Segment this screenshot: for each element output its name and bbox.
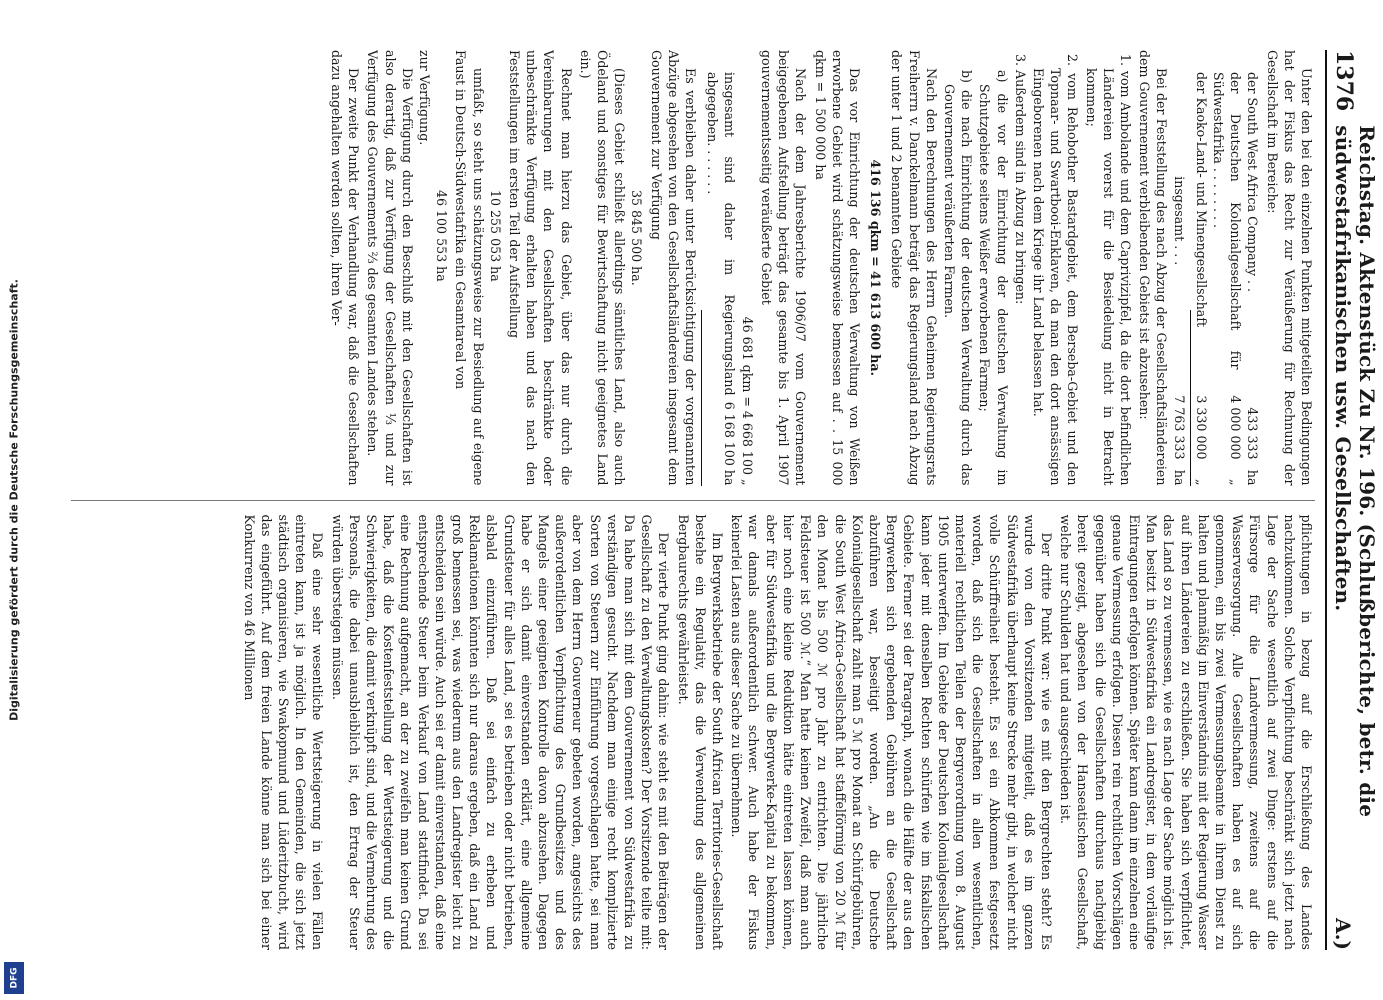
sum-rule xyxy=(701,310,702,486)
paragraph: Das vor Einrichtung der deutschen Verwaltung von Weißen erworbene Gebiet wird schätzungsweise bemessen auf . . 15 000 qkm = 1 500 000 ha xyxy=(812,50,862,486)
page-title-suffix: A.) xyxy=(1331,918,1355,950)
area-row: insgesamt sind daher im Regierungsland abgegeben. . . . . . . 6 168 100 ha xyxy=(705,72,738,486)
area-total-row: insgesamt . . . 7 763 333 ha xyxy=(1171,176,1187,486)
paragraph: pflichtungen in bezug auf die Erschließung des Landes nachzukommen. Solche Verpflichtung beschränkt sich jetzt nach Lage der Sache wesentlich auf zwei Dinge: erstens auf die Fürsorge für die Landvermessung, zweitens auf die Wasserversorgung. Alle Gesellschaften haben es auf sich genommen, ein bis zwei Vermessungsbeamte in ihrem Dienst zu halten und planmäßig im Einverständnis mit der Regierung Wasser auf ihren Ländereien zu erschließen. Sie haben sich verpflichtet, das Land so zu vermessen, wie es nach Lage der Sache möglich ist. Man besitzt in Südwestafrika ein Landregister, in dem vorläufige Eintragungen erfolgen können. Später kann dann im einzelnen eine genaue Vermessung erfolgen. Diesen rein rechtlichen Vorschlägen gegenüber haben sich die Gesellschaften durchaus nachgiebig bereit gezeigt, abgesehen von der Hanseatischen Gesellschaft, welche nur Schulden hat und ausgeschieden ist. xyxy=(1058,514,1314,950)
left-column xyxy=(71,50,1315,500)
sub-list-item: b) die nach Einrichtung der deutschen Verwaltung durch das Gouvernement veräußerten Farmen. xyxy=(941,70,975,486)
page-header xyxy=(1325,50,1379,950)
paragraph: (Dieses Gebiet schließt allerdings sämtliches Land, also auch Ödeland und sonstiges für Bewirtschaftung nicht geeignetes Land ein.) xyxy=(577,50,628,486)
paragraph: Der vierte Punkt ging dahin: wie steht es mit den Beiträgen der Gesellschaft zu den Verwaltungskosten? Der Vorsitzende teilte mit: Da habe man sich mit dem Gouvernement von Südwestafrika zu verständigen gesucht. Nachdem man einige recht komplizierte Sorten von Steuern zur Einführung vorgeschlagen hatte, sei man aber von dem Herrn Gouverneur gebeten worden, angesichts des außerordentlichen Verpflichtung des Grundbesitzes und des Mangels einer geeigneten Kontrolle davon abzusehen. Dagegen habe er sich damit einverstanden erklärt, eine allgemeine Grundsteuer für alles Land, sei es betrieben oder nicht betrieben, alsbald einzuführen. Daß sei einfach zu erheben und Reklamationen könnten sich nur daraus ergeben, daß ein Land zu groß bemessen sei, was wiederum aus den Landregister leicht zu entscheiden sein würde. Auch sei er damit einverstanden, daß eine entsprechende Steuer beim Verkauf von Land stattfindet. Da sei eine Rechnung aufgemacht, an der zu zweifeln man keinen Grund habe, daß die Kostenfeststellung der Wertsteigerung und die Schwierigkeiten, die damit verknüpft sind, und die Vermehrung des Personals, die dabei unausbleiblich ist, den Ertrag der Steuer würden übersteigen müssen. xyxy=(329,514,672,950)
right-column xyxy=(71,500,1315,950)
dfg-logo: DFG xyxy=(4,962,24,994)
paragraph: Nach den Berechnungen des Herrn Geheimen Regierungsrats Freiherrn v. Danckelmann beträgt das Regierungsland nach Abzug der unter 1 und 2 benannten Gebiete xyxy=(889,50,939,486)
list-item: 2. vom Rehobother Bastardgebiet, dem Berseba-Gebiet und den Topnaar- und Swartbooi-Enklaven, da man den dort ansässigen Eingeborenen nach dem Kriege ihr Land belassen hat. xyxy=(1030,54,1081,486)
digitization-credit: Digitalisierung gefördert durch die Deutsche Forschungsgemeinschaft. xyxy=(7,279,21,721)
page-number: 1376 xyxy=(1331,50,1357,112)
paragraph: zur Verfügung. xyxy=(417,50,433,146)
paragraph: Es verbleiben daher unter Berücksichtigung der vorgenannten Abzüge abgesehen von den Gesellschaftsländereien insgesamt dem Gouvernement zur Verfügung xyxy=(648,50,699,486)
sum-rule xyxy=(1190,310,1191,486)
area-value: 10 255 053 ha xyxy=(487,190,503,282)
list-item: 1. vom Ambolande und dem Caprivizipfel, da die dort befindlichen Ländereien vorerst für die Besiedelung nicht in Betracht kommen; xyxy=(1083,54,1133,486)
page-title: Reichstag. Aktenstück Zu Nr. 196. (Schlußberichte, betr. die südwestafrikanischen usw. Gesellschaften. xyxy=(1331,125,1379,818)
paragraph: Die Verfügung durch den Beschluß mit den Gesellschaften ist also derartig, daß zur Verfügung der Gesellschaften ⅓ und zur Verfügung des Gouvernements ⅔ des gesamten Landes stehen. xyxy=(365,50,415,486)
text-columns xyxy=(71,50,1315,950)
area-row: der Deutschen Kolonialgesellschaft für Südwestafrika . . . . . . . . 4 000 000 „ xyxy=(1210,72,1244,486)
paragraph: Im Bergwerksbetriebe der South African Territories-Gesellschaft bestehe ein Regulativ, das die Verwendung des allgemeinen Bergbaurechts gewährleistet. xyxy=(675,514,726,950)
paragraph: Der dritte Punkt war: wie es mit den Bergrechten steht? Es wurde von den Vorsitzenden mitgeteilt, daß es im ganzen Südwestafrika überhaupt keine Strecke mehr gibt, in welcher nicht volle Schürffreiheit besteht. Es sei ein Abkommen festgesetzt worden, daß sich die Gesellschaften in allen wesentlichen, materiell rechtlichen Teilen der Bergverordnung vom 8. August 1905 unterwerfen. Im Gebiete der Deutschen Kolonialgesellschaft kann jeder mit denselben Rechten schürfen wie im fiskalischen Gebiete. Ferner sei der Paragraph, wonach die Hälfte der aus den Bergwerken sich ergebenden Gebühren an die Gesellschaft abzuführen war, beseitigt worden. „An die Deutsche Kolonialgesellschaft zahlt man 5 ℳ pro Monat an Schürfgebühren, die South West Africa-Gesellschaft hat staffelförmig von 20 ℳ für den Monat bis 500 ℳ pro Jahr zu entrichten. Die jährliche Feldsteuer ist 500 ℳ.“ Man hatte keinen Zweifel, daß man auch hier noch eine kleine Reduktion hätte eintreten lassen können, aber für Südwestafrika und die Bergwerke-Kapital zu bekommen, war damals außerordentlich schwer. Auch habe der Fiskus keinerlei Lasten aus dieser Sache zu übernehmen. xyxy=(729,514,1054,950)
area-value: 1 500 000 ha xyxy=(812,96,828,180)
footer-strip xyxy=(0,0,28,1000)
list-item: 3. Außerdem sind in Abzug zu bringen: xyxy=(1012,54,1028,305)
paragraph: Unter den bei den einzelnen Punkten mitgeteilten Bedingungen hat der Fiskus das Recht zur Veräußerung für Rechnung der Gesellschaft im Bereiche: xyxy=(1264,50,1314,486)
area-row: 46 681 qkm = 4 668 100 „ xyxy=(739,316,755,486)
area-row: der South West Africa Company . . 433 333 ha xyxy=(1245,72,1261,486)
area-value: 35 845 500 ha. xyxy=(629,190,645,286)
paragraph: Der zweite Punkt der Verhandlung war, daß die Gesellschaften dazu angehalten werden sollten, ihren Ver- xyxy=(329,50,362,486)
paragraph: umfaßt, so steht uns schätzungsweise zur Besiedlung auf eigene Faust in Deutsch-Südwestafrika ein Gesamtareal von xyxy=(453,50,486,486)
paragraph: Bei der Feststellung des nach Abzug der Gesellschaftsländereien dem Gouvernement verbleibenden Gebiets ist abzusehen: xyxy=(1137,50,1170,486)
area-value: 46 100 553 ha xyxy=(434,190,450,282)
paragraph: Daß eine sehr wesentliche Wertsteigerung in vielen Fällen eintreten kann, ist ja möglich. In den Gemeinden, die sich jetzt städtisch organisieren, wie Swakopmund und Lüderitzbucht, wird das eingeführt. Auf dem freien Lande könne man sich bei einer Konkurrenz von 46 Millionen xyxy=(241,514,326,950)
sub-list-item: a) die vor der Einrichtung der deutschen Verwaltung im Schutzgebiete seitens Weißer erworbenen Farmen; xyxy=(977,70,1010,486)
area-equation: 416 136 qkm = 41 613 600 ha. xyxy=(868,159,884,376)
area-row: der Kaoko-Land- und Minengesellschaft 3 330 000 „ xyxy=(1193,72,1209,486)
paragraph: Nach der dem Jahresberichte 1906/07 vom Gouvernement beigegebenen Aufstellung beträgt das gesamte bis 1. April 1907 gouvernementsseitig veräußerte Gebiet xyxy=(758,50,809,486)
document-page xyxy=(71,50,1379,950)
paragraph: Rechnet man hierzu das Gebiet, über das nur durch die Vereinbarungen mit den Gesellschaften beschränkte oder unbeschränkte Verfügung erhalten haben und das nach den Feststellungen im ersten Teil der Aufstellung xyxy=(507,50,574,486)
